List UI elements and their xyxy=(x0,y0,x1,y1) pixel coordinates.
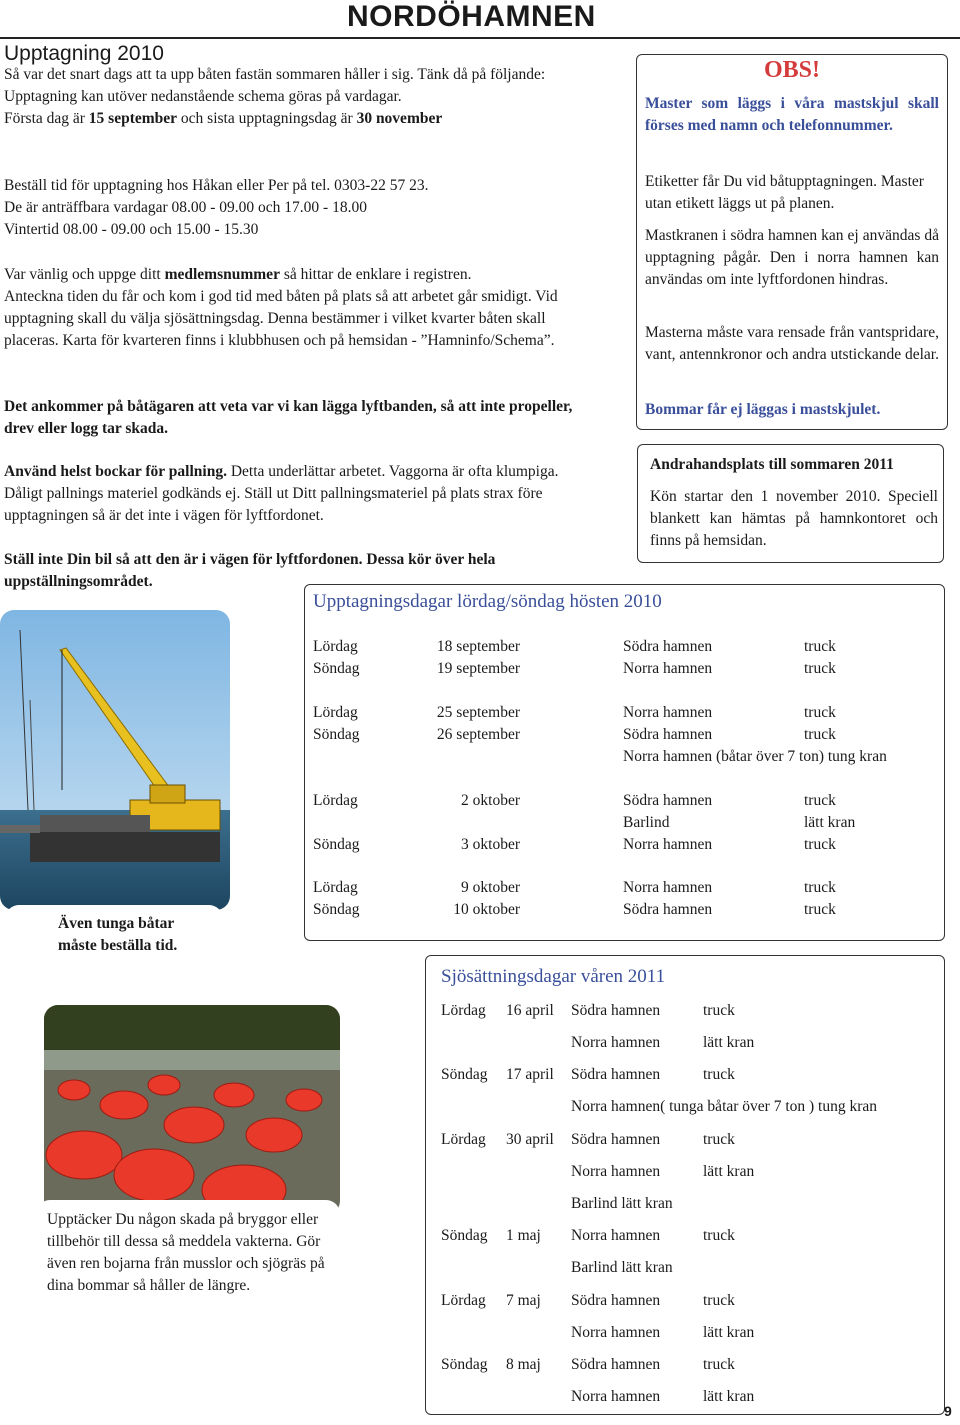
sjo-place: Södra hamnen xyxy=(571,1356,661,1373)
upptag-place: Norra hamnen (båtar över 7 ton) tung kran xyxy=(623,748,887,765)
sjo-type: truck xyxy=(703,1131,735,1148)
order-info xyxy=(4,175,604,241)
order-line-1: Beställ tid för upptagning hos Håkan eller Per på tel. 0303-22 57 23. xyxy=(4,177,429,194)
member-info xyxy=(4,264,584,352)
sjo-place: Norra hamnen xyxy=(571,1163,661,1180)
upptag-day: Lördag xyxy=(313,704,358,721)
upptag-place: Södra hamnen xyxy=(623,638,713,655)
upptag-type: lätt kran xyxy=(804,814,856,831)
upptag-day: Söndag xyxy=(313,901,360,918)
upptag-day: Söndag xyxy=(313,660,360,677)
sjo-place: Södra hamnen xyxy=(571,1066,661,1083)
upptag-type: truck xyxy=(804,879,836,896)
sjo-date: 1 maj xyxy=(506,1227,541,1244)
sjo-day: Lördag xyxy=(441,1292,486,1309)
sjo-place: Norra hamnen xyxy=(571,1227,661,1244)
member-text-2: så hittar de enklare i registren. xyxy=(279,266,472,283)
last-date: 30 november xyxy=(356,110,443,127)
masthead-rule xyxy=(0,37,960,39)
bockar-rest: Detta underlättar arbetet. Vaggorna är ofta klumpiga. Dåligt pallnings materiel godkänds ej. Ställ ut Ditt pallningsmateriel på plats strax före upptagningen så är det inte i vägen för lyftfordonet. xyxy=(4,463,559,524)
sjo-date: 30 april xyxy=(506,1131,554,1148)
sjo-place: Barlind lätt kran xyxy=(571,1259,673,1276)
page-number: 9 xyxy=(944,1403,952,1419)
sjo-day: Lördag xyxy=(441,1131,486,1148)
upptag-place: Södra hamnen xyxy=(623,792,713,809)
upptag-day: Lördag xyxy=(313,792,358,809)
sjo-date: 16 april xyxy=(506,1002,554,1019)
upptag-date: 19 september xyxy=(436,660,520,677)
photo2-caption: Upptäcker Du någon skada på bryggor eller tillbehör till dessa så meddela vakterna. Gör även ren bojarna från musslor och sjögräs på dina bommar så håller de längre. xyxy=(47,1211,325,1294)
obs-foot: Bommar får ej läggas i mastskjulet. xyxy=(645,401,881,418)
upptag-date: 2 oktober xyxy=(461,792,520,809)
sjo-place: Södra hamnen xyxy=(571,1131,661,1148)
upptag-day: Söndag xyxy=(313,836,360,853)
dates-text-2: och sista upptagningsdag är xyxy=(177,110,357,127)
sjo-type: truck xyxy=(703,1292,735,1309)
obs-p1: Etiketter får Du vid båtupptagningen. Master utan etikett läggs ut på planen. xyxy=(645,173,924,212)
upptag-day: Söndag xyxy=(313,726,360,743)
upptag-date: 9 oktober xyxy=(461,879,520,896)
sjo-day: Lördag xyxy=(441,1002,486,1019)
masthead: NORDÖHAMNEN xyxy=(347,0,596,33)
upptag-place: Norra hamnen xyxy=(623,879,713,896)
sjo-type: truck xyxy=(703,1002,735,1019)
sjo-place: Norra hamnen xyxy=(571,1324,661,1341)
intro-line-2: Upptagning kan utöver nedanstående schema göras på vardagar. xyxy=(4,88,402,105)
warning-text: Det ankommer på båtägaren att veta var vi kan lägga lyftbanden, så att inte propeller, drev eller logg tar skada. xyxy=(4,398,573,437)
upptag-type: truck xyxy=(804,660,836,677)
member-line xyxy=(4,264,584,286)
upptag-type: truck xyxy=(804,901,836,918)
sjo-title: Sjösättningsdagar våren 2011 xyxy=(441,966,666,987)
dates-text: Första dag är xyxy=(4,110,89,127)
crane-image xyxy=(0,610,230,910)
sjo-type: lätt kran xyxy=(703,1163,755,1180)
upptag-type: truck xyxy=(804,792,836,809)
sjo-box xyxy=(425,955,945,1415)
sjo-date: 8 maj xyxy=(506,1356,541,1373)
sjo-type: truck xyxy=(703,1356,735,1373)
upptag-date: 26 september xyxy=(436,726,520,743)
sjo-date: 17 april xyxy=(506,1066,554,1083)
upptag-place: Norra hamnen xyxy=(623,704,713,721)
upptag-date: 25 september xyxy=(436,704,520,721)
sjo-type: truck xyxy=(703,1227,735,1244)
upptag-date: 3 oktober xyxy=(461,836,520,853)
upptag-type: truck xyxy=(804,704,836,721)
andra-title: Andrahandsplats till sommaren 2011 xyxy=(650,456,894,473)
upptag-place: Södra hamnen xyxy=(623,726,713,743)
order-line-2: De är anträffbara vardagar 08.00 - 09.00 och 17.00 - 18.00 xyxy=(4,199,367,216)
bockar-text xyxy=(4,461,600,527)
sjo-date: 7 maj xyxy=(506,1292,541,1309)
upptag-date: 10 oktober xyxy=(453,901,520,918)
sjo-place: Södra hamnen xyxy=(571,1002,661,1019)
bockar-bold: Använd helst bockar för pallning. xyxy=(4,463,227,480)
obs-p2: Mastkranen i södra hamnen kan ej användas då upptagning pågår. Den i norra hamnen kan användas om inte lyftfordonen hindras. xyxy=(645,227,939,288)
upptag-title: Upptagningsdagar lördag/söndag hösten 2010 xyxy=(313,591,662,612)
andra-text: Kön startar den 1 november 2010. Speciell blankett kan hämtas på hamnkontoret och finns på hemsidan. xyxy=(650,488,938,549)
upptag-type: truck xyxy=(804,638,836,655)
obs-lead: Master som läggs i våra mastskjul skall förses med namn och telefonnummer. xyxy=(645,95,939,134)
order-line-3: Vintertid 08.00 - 09.00 och 15.00 - 15.30 xyxy=(4,221,259,238)
upptag-place: Södra hamnen xyxy=(623,901,713,918)
buoys-photo xyxy=(44,1005,340,1215)
buoys-image xyxy=(44,1005,340,1215)
member-text: Var vänlig och uppge ditt xyxy=(4,266,165,283)
intro-text xyxy=(4,64,604,130)
sjo-day: Söndag xyxy=(441,1227,488,1244)
upptag-place: Norra hamnen xyxy=(623,836,713,853)
upptag-place: Norra hamnen xyxy=(623,660,713,677)
sjo-place: Norra hamnen xyxy=(571,1034,661,1051)
sjo-day: Söndag xyxy=(441,1356,488,1373)
obs-p3: Masterna måste vara rensade från vantspridare, vant, antennkronor och andra utstickande delar. xyxy=(645,324,939,363)
upptag-day: Lördag xyxy=(313,879,358,896)
crane-photo xyxy=(0,610,230,910)
photo1-caption: Även tunga båtar måste beställa tid. xyxy=(58,915,178,954)
sjo-type: truck xyxy=(703,1066,735,1083)
sjo-type: lätt kran xyxy=(703,1388,755,1405)
sjo-place: Norra hamnen( tunga båtar över 7 ton ) tung kran xyxy=(571,1098,878,1115)
upptag-place: Barlind xyxy=(623,814,670,831)
sjo-place: Södra hamnen xyxy=(571,1292,661,1309)
sjo-day: Söndag xyxy=(441,1066,488,1083)
note-text: Anteckna tiden du får och kom i god tid med båten på plats så att arbetet går smidigt. Vid upptagning skall du välja sjösättningsdag. Denna bestämmer i vilket kvarter båten skall placeras. Karta för kvarteren finns i klubbhusen och på hemsidan - ”Hamninfo/Schema”. xyxy=(4,288,558,349)
car-warning: Ställ inte Din bil så att den är i vägen för lyftfordonen. Dessa kör över hela uppställningsområdet. xyxy=(4,551,496,590)
sjo-type: lätt kran xyxy=(703,1034,755,1051)
obs-title: OBS! xyxy=(763,57,820,83)
upptag-date: 18 september xyxy=(436,638,520,655)
member-number-label: medlemsnummer xyxy=(164,266,280,283)
section-title: Upptagning 2010 xyxy=(4,42,164,65)
first-date: 15 september xyxy=(88,110,178,127)
upptag-day: Lördag xyxy=(313,638,358,655)
intro-line-1: Så var det snart dags att ta upp båten fastän sommaren håller i sig. Tänk då på följande: xyxy=(4,66,546,83)
upptag-type: truck xyxy=(804,726,836,743)
sjo-type: lätt kran xyxy=(703,1324,755,1341)
sjo-place: Barlind lätt kran xyxy=(571,1195,673,1212)
sjo-place: Norra hamnen xyxy=(571,1388,661,1405)
upptag-type: truck xyxy=(804,836,836,853)
